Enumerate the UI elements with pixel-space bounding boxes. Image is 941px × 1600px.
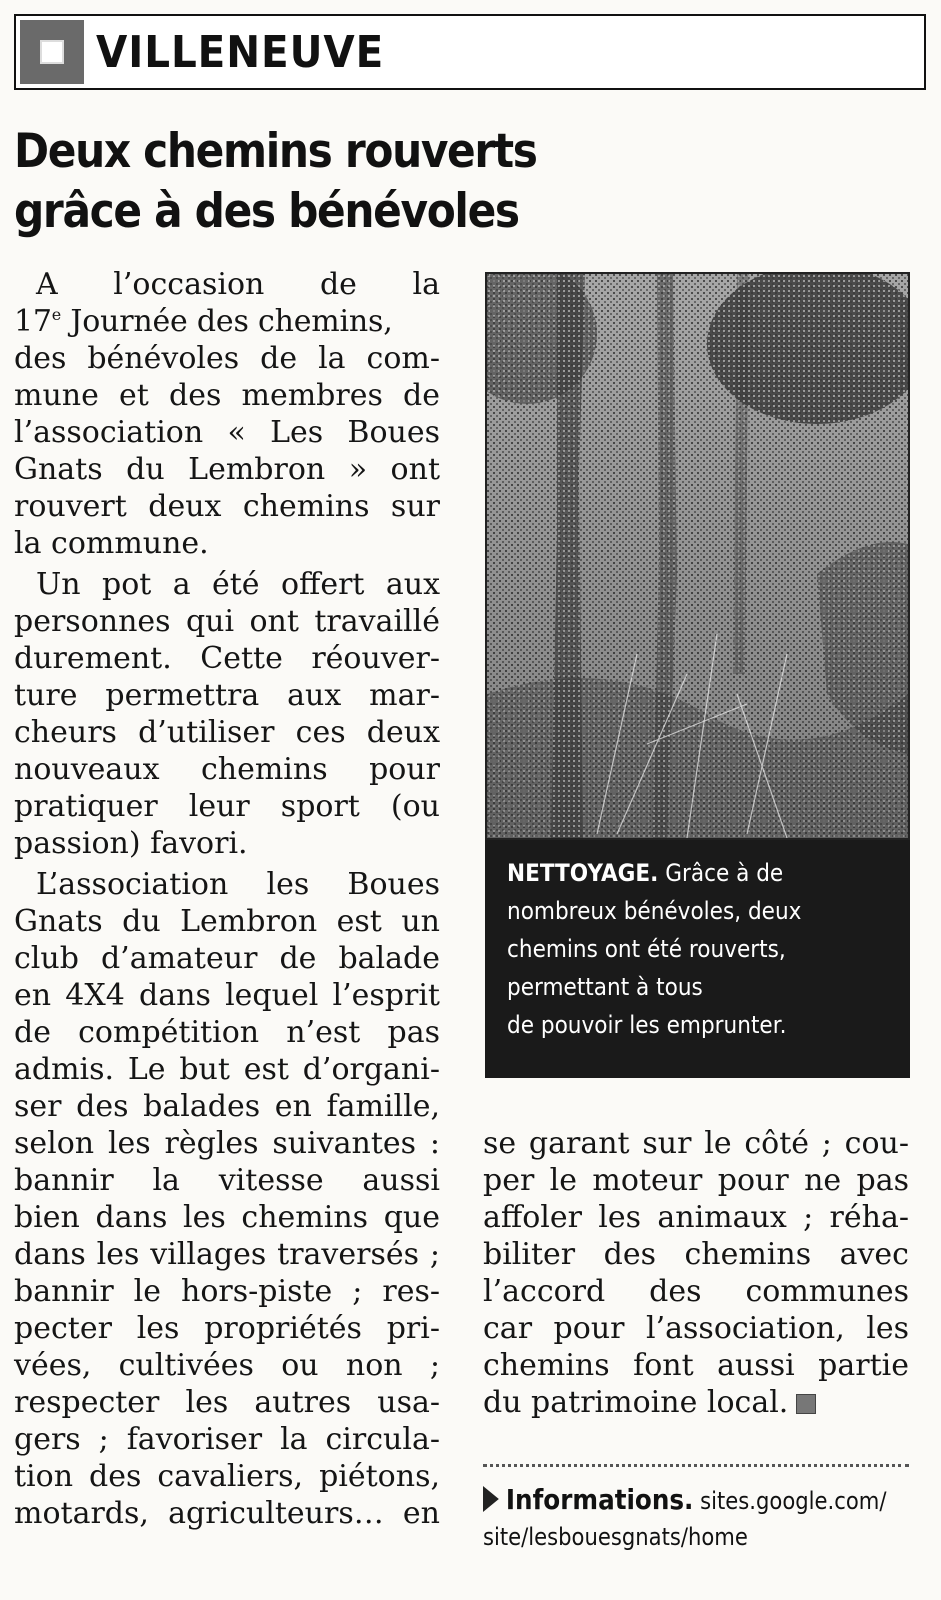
text-line: rouvert deux chemins sur (14, 489, 440, 524)
caption-label: NETTOYAGE. (507, 859, 659, 887)
text-line: L’association les Boues (36, 867, 440, 902)
paragraph-3 (14, 866, 440, 1532)
paragraph-1 (14, 266, 440, 562)
info-url-line-2[interactable]: site/lesbouesgnats/home (483, 1523, 748, 1551)
text-line: respecter les autres usa- (14, 1385, 440, 1420)
article-body-right-column (483, 1125, 909, 1421)
text-line: cheurs d’utiliser ces deux (14, 715, 440, 750)
text-line: l’accord des communes (483, 1274, 909, 1309)
info-divider (483, 1464, 909, 1467)
caption-line: nombreux bénévoles, deux (507, 897, 802, 925)
text-line: Gnats du Lembron est un (14, 904, 440, 939)
caption-line (507, 854, 854, 892)
text-line: chemins font aussi partie (483, 1348, 909, 1383)
text-line (483, 1384, 909, 1421)
article-body-left-column (14, 266, 440, 1536)
text-line: nouveaux chemins pour (14, 752, 440, 787)
info-url[interactable]: sites.google.com/ (700, 1487, 887, 1515)
arrow-right-icon (483, 1486, 499, 1512)
text-line: Gnats du Lembron » ont (14, 452, 440, 487)
text-line: bien dans les chemins que (14, 1200, 440, 1235)
article-headline (14, 122, 554, 242)
headline-line-1: Deux chemins rouverts (14, 124, 537, 179)
text-line: pratiquer leur sport (ou (14, 789, 440, 824)
text-line: la commune. (14, 526, 209, 561)
text-line: durement. Cette réouver- (14, 641, 440, 676)
text-line: ser des balades en famille, (14, 1089, 440, 1124)
end-of-article-icon (796, 1394, 816, 1414)
text-line: per le moteur pour ne pas (483, 1163, 909, 1198)
text-line: des bénévoles de la com- (14, 341, 440, 376)
text-line: admis. Le but est d’organi- (14, 1052, 440, 1087)
caption-line: de pouvoir les emprunter. (507, 1011, 787, 1039)
paragraph-2 (14, 566, 440, 862)
caption-line: chemins ont été rouverts, (507, 935, 786, 963)
text-line: club d’amateur de balade (14, 941, 440, 976)
caption-line: permettant à tous (507, 973, 703, 1001)
ordinal-suffix: e (51, 305, 62, 324)
info-label: Informations. (505, 1483, 694, 1516)
text-line: bannir la vitesse aussi (14, 1163, 440, 1198)
text-line: de compétition n’est pas (14, 1015, 440, 1050)
text-line: motards, agriculteurs… en (14, 1496, 440, 1531)
text-line: A l’occasion de la (36, 267, 440, 302)
text-line: gers ; favoriser la circula- (14, 1422, 440, 1457)
text-line: pecter les propriétés pri- (14, 1311, 440, 1346)
section-header (14, 14, 926, 90)
text-fragment: Journée des chemins, (61, 304, 393, 339)
photo-caption (485, 840, 910, 1078)
section-title: VILLENEUVE (96, 27, 385, 78)
text-fragment: du patrimoine local. (483, 1385, 789, 1420)
info-line (483, 1482, 887, 1519)
text-line: car pour l’association, les (483, 1311, 909, 1346)
caption-text: Grâce à de (658, 859, 784, 887)
text-line: ture permettra aux mar- (14, 678, 440, 713)
text-line: l’association « Les Boues (14, 415, 440, 450)
text-line: biliter des chemins avec (483, 1237, 909, 1272)
headline-line-2: grâce à des bénévoles (14, 184, 519, 239)
text-line: personnes qui ont travaillé (14, 604, 440, 639)
ordinal-number: 17 (14, 304, 52, 339)
article-photo (485, 272, 910, 840)
section-square-icon (20, 20, 84, 84)
text-line: se garant sur le côté ; cou- (483, 1126, 909, 1161)
text-line: passion) favori. (14, 826, 248, 861)
text-line: affoler les animaux ; réha- (483, 1200, 909, 1235)
forest-path-photo (487, 274, 908, 838)
text-line: en 4X4 dans lequel l’esprit (14, 978, 440, 1013)
text-line: dans les villages traversés ; (14, 1237, 440, 1272)
text-line: mune et des membres de (14, 378, 440, 413)
text-line: vées, cultivées ou non ; (14, 1348, 440, 1383)
text-line: selon les règles suivantes : (14, 1126, 440, 1161)
text-line: tion des cavaliers, piétons, (14, 1459, 440, 1494)
text-line: Un pot a été offert aux (36, 567, 440, 602)
info-box (483, 1482, 923, 1555)
text-line (14, 303, 440, 340)
text-line: bannir le hors-piste ; res- (14, 1274, 440, 1309)
